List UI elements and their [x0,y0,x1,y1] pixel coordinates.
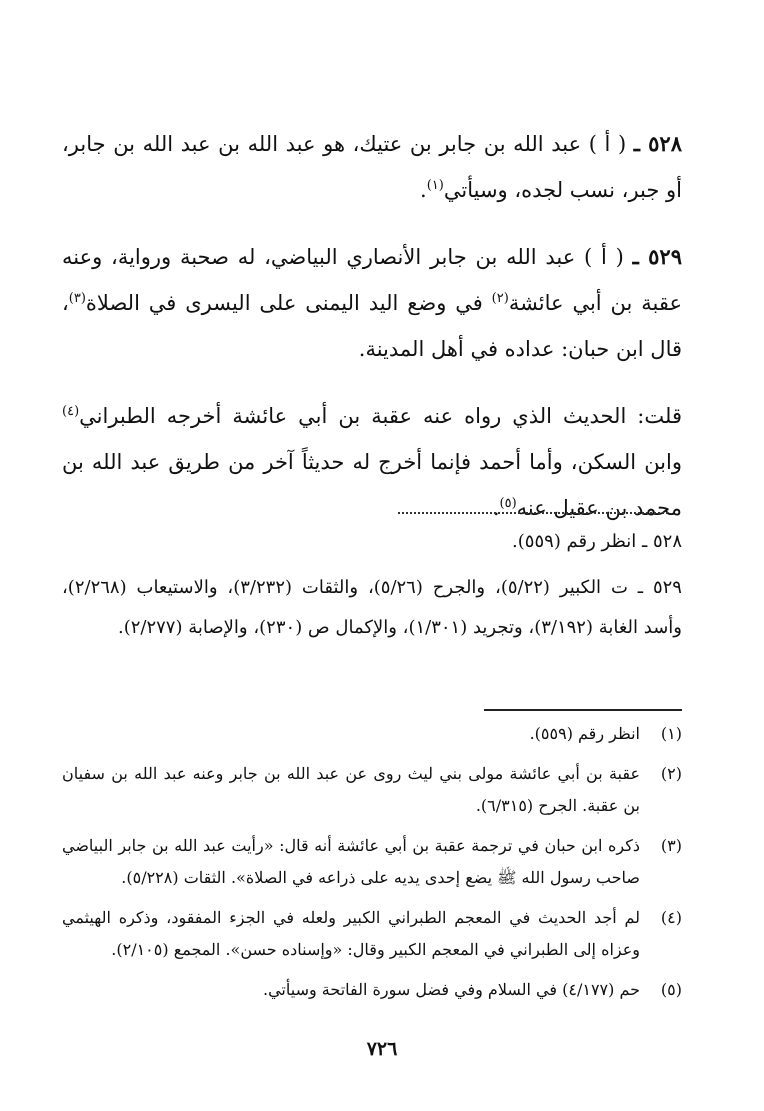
footnote [62,974,682,1006]
comment-end: . [492,496,500,520]
footnote-number: (٤) [660,908,682,927]
footnote-ref: (١) [426,178,444,193]
footnote-ref: (٤) [62,404,80,419]
source-line: ٥٢٨ ـ انظر رقم (٥٥٩). [512,531,682,552]
footnote-text: حم (٤/١٧٧) في السلام وفي فضل سورة الفاتحة وسيأتي. [262,980,640,999]
footnote-ref: (٣) [68,291,86,306]
footnote-text: عقبة بن أبي عائشة مولى بني ليث روى عن عبد الله بن جابر وعنه عبد الله بن سفيان بن عقبة. الجرح (٦/٣١٥). [62,764,640,815]
main-text [62,100,682,545]
footnote [62,718,682,750]
dotted-divider [398,512,668,514]
footnote [62,902,682,966]
entry-text: في وضع اليد اليمنى على اليسرى في الصلاة [85,291,483,315]
entry-end: . [420,178,427,202]
footnote-text: ذكره ابن حبان في ترجمة عقبة بن أبي عائشة أنه قال: «رأيت عبد الله بن جابر البياضي صاحب رسول الله ﷺ يضع إحدى يديه على ذراعه في الصلاة». الثقات (٥/٢٢٨). [62,836,640,887]
footnote-separator [484,709,682,711]
comment-text: وابن السكن، وأما أحمد فإنما أخرج له حديثاً آخر من طريق عبد الله بن محمد بن عقيل عنه [62,450,682,520]
footnote-ref: (٥) [499,496,517,511]
entry-number: ٥٢٩ ـ [632,244,682,269]
comment-text: قلت: الحديث الذي رواه عنه عقبة بن أبي عائشة أخرجه الطبراني [79,404,682,428]
entry-text: عبد الله بن جابر بن عتيك، هو عبد الله بن عبد الله بن جابر، أو جبر، نسب لجده، وسيأتي [62,132,682,202]
footnote-text: لم أجد الحديث في المعجم الطبراني الكبير ولعله في الجزء المفقود، وذكره الهيثمي وعزاه إلى الطبراني في المعجم الكبير وقال: «وإسناده حسن». المجمع (٢/١٠٥). [62,908,640,959]
entry-text: ، قال ابن حبان: عداده في أهل المدينة. [62,291,682,361]
footnote-number: (٢) [660,764,682,783]
footnote [62,830,682,894]
entry-text: عبد الله بن جابر الأنصاري البياضي، له صحبة ورواية، وعنه عقبة بن أبي عائشة [62,245,682,315]
entry-letter: ( أ ) [588,132,627,156]
entry-number: ٥٢٨ ـ [633,131,682,156]
footnote [62,758,682,822]
entry-letter: ( أ ) [584,245,624,269]
footnote-number: (١) [660,724,682,743]
footnote-ref: (٢) [491,291,509,306]
footnote-text: انظر رقم (٥٥٩). [529,724,640,743]
footnote-number: (٥) [660,980,682,999]
entry-529 [62,234,682,372]
footnote-number: (٣) [660,836,682,855]
source-line: ٥٢٩ ـ ت الكبير (٥/٢٢)، والجرح (٥/٢٦)، والثقات (٣/٢٣٢)، والاستيعاب (٢/٢٦٨)، وأسد الغابة (٣/١٩٢)، وتجريد (١/٣٠١)، والإكمال ص (٢٣٠)، والإصابة (٢/٢٧٧). [62,577,682,638]
page-number: ٧٢٦ [366,1038,398,1060]
sources-section [62,522,682,654]
comment-paragraph [62,393,682,531]
footnotes [62,718,682,1014]
entry-528 [62,121,682,213]
